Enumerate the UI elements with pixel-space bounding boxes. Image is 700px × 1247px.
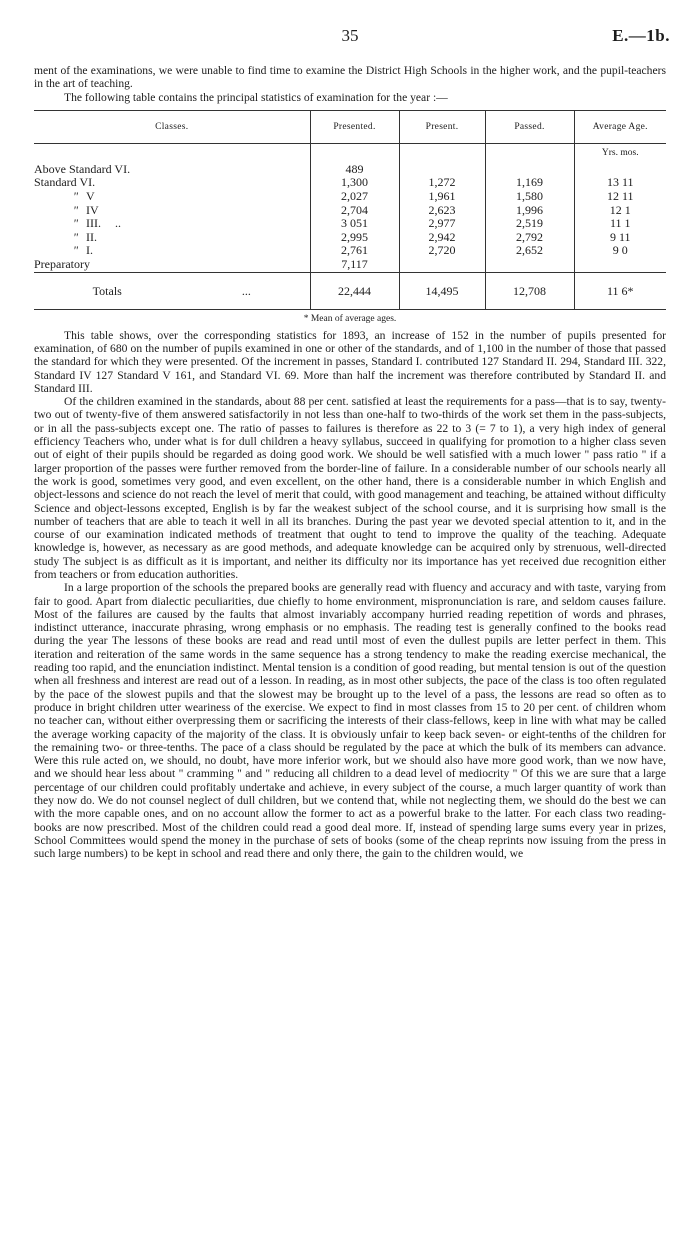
- table-row: [34, 190, 666, 204]
- passed-cell: 1,580: [485, 190, 574, 204]
- presented-cell: 1,300: [310, 176, 399, 190]
- table-row: [34, 204, 666, 218]
- column-header-presented: Presented.: [310, 110, 399, 143]
- class-label: " I.: [72, 243, 93, 258]
- class-label: Preparatory: [34, 257, 90, 272]
- class-label: " II.: [72, 229, 97, 244]
- page-number: 35: [341, 26, 359, 45]
- present-cell: 2,977: [399, 217, 485, 231]
- age-cell: 12 1: [574, 204, 666, 218]
- total-presented: 22,444: [310, 272, 399, 309]
- age-cell: 9 11: [574, 231, 666, 245]
- present-cell: 1,961: [399, 190, 485, 204]
- age-cell: 11 1: [574, 217, 666, 231]
- present-cell: 1,272: [399, 176, 485, 190]
- age-cell: [574, 163, 666, 177]
- table-row: [34, 163, 666, 177]
- statistics-table: [34, 110, 666, 310]
- presented-cell: 2,761: [310, 244, 399, 258]
- passed-cell: 1,996: [485, 204, 574, 218]
- table-header-row: [34, 110, 666, 143]
- class-label: " III. ..: [72, 216, 121, 231]
- passed-cell: [485, 258, 574, 272]
- passed-cell: 1,169: [485, 176, 574, 190]
- presented-cell: 2,027: [310, 190, 399, 204]
- table-row: [34, 258, 666, 272]
- total-passed: 12,708: [485, 272, 574, 309]
- passed-cell: 2,792: [485, 231, 574, 245]
- age-unit: Yrs. mos.: [574, 143, 666, 163]
- column-header-average-age: Average Age.: [574, 110, 666, 143]
- paragraph: Of the children examined in the standards, about 88 per cent. satisfied at least the requirements for a pass—that is to say, twenty-two out of twenty-five of them answered satisfactorily in not less than one-half to two-thirds of the work set them in the pass-subjects, or in all the pass-subjects except one. The ratio of passes to failures is therefore as 22 to 3 (= 7 to 1), a very high index of general efficiency Teachers who, under what is for dull children a heavy syllabus, succeed in qualifying for promotion to a higher class seven out of eight of their pupils should be regarded as doing good work. We should be well satisfied with a much lower " pass ratio " if a larger proportion of the passes were further removed from the border-line of failure. In a considerable number of our schools nearly all the work is good, sometimes very good, and even excellent, on the other hand, there is a considerable number in which English and object-lessons and science do not reach the level of merit that could, with good management and teaching, be attained without difficulty Science and object-lessons excepted, English is by far the weakest subject of the school course, and it is surprising how small is the number of teachers that are able to teach it well in all its branches. During the past year we devoted special attention to it, and in the course of our examination indicated methods of treatment that ought to tend to improve the quality of the teaching. Adequate knowledge is, however, as necessary as are good methods, and adequate knowledge can be acquired only by strenuous, well-directed study The subject is as difficult as it is important, and neither its difficulty nor its importance has yet received due recognition either from teachers or from education authorities.: [34, 395, 666, 581]
- column-header-present: Present.: [399, 110, 485, 143]
- table-intro: The following table contains the principal statistics of examination for the year :—: [64, 90, 448, 104]
- present-cell: 2,623: [399, 204, 485, 218]
- column-header-passed: Passed.: [485, 110, 574, 143]
- class-label: " V: [72, 189, 95, 204]
- table-row: [34, 217, 666, 231]
- table-row: [34, 231, 666, 245]
- present-cell: 2,720: [399, 244, 485, 258]
- age-cell: 9 0: [574, 244, 666, 258]
- presented-cell: 3 051: [310, 217, 399, 231]
- paragraph: This table shows, over the corresponding statistics for 1893, an increase of 152 in the number of pupils presented for examination, of 680 on the number of pupils examined in one or other of the standards, and of 1,100 in the number of those that passed the standard for which they were presented. Of the increment in passes, Standard I. contributed 127 Standard II. 294, Standard III. 322, Standard IV 127 Standard V 161, and Standard VI. 69. More than half the increment was therefore contributed by Standard II. and Standard III.: [34, 328, 666, 395]
- table-row: [34, 244, 666, 258]
- column-header-classes: Classes.: [34, 110, 310, 143]
- class-label: Above Standard VI.: [34, 161, 131, 176]
- passed-cell: 2,519: [485, 217, 574, 231]
- document-page: [34, 26, 670, 861]
- present-cell: [399, 258, 485, 272]
- unit-row: [34, 143, 666, 163]
- totals-row: [34, 272, 666, 309]
- page-header: [34, 26, 670, 50]
- class-label: Standard VI.: [34, 175, 96, 190]
- presented-cell: 2,704: [310, 204, 399, 218]
- present-cell: 2,942: [399, 231, 485, 245]
- age-cell: 13 11: [574, 176, 666, 190]
- presented-cell: 2,995: [310, 231, 399, 245]
- class-label: " IV: [72, 202, 99, 217]
- total-present: 14,495: [399, 272, 485, 309]
- presented-cell: 7,117: [310, 258, 399, 272]
- document-code: E.—1b.: [612, 26, 670, 45]
- presented-cell: 489: [310, 163, 399, 177]
- age-cell: [574, 258, 666, 272]
- passed-cell: [485, 163, 574, 177]
- age-cell: 12 11: [574, 190, 666, 204]
- passed-cell: 2,652: [485, 244, 574, 258]
- present-cell: [399, 163, 485, 177]
- intro-paragraph: ment of the examinations, we were unable to find time to examine the District High Schools in the higher work, and the pupil-teachers in the art of teaching.: [34, 64, 666, 91]
- total-average-age: 11 6*: [574, 272, 666, 309]
- table-footnote: * Mean of average ages.: [303, 313, 397, 324]
- paragraph: In a large proportion of the schools the prepared books are generally read with fluency and accuracy and with taste, varying from fair to good. Apart from dialectic peculiarities, due chiefly to home environment, mispronunciation is rare, and seldom causes failure. Most of the failures are caused by the faults that almost invariably accompany hurried reading repetition of words and phrases, indistinct utterance, inaccurate phrasing, wrong emphasis or no emphasis. The reading test is generally confined to the books read during the year The lessons of these books are read and read until most of even the dullest pupils are letter perfect in them. This iteration and reiteration of the same words in the same sequence has a strong tendency to make the reading exercise mechanical, the reading too rapid, and the enunciation indistinct. Mental tension is a condition of good reading, but mental tension is out of the question when all freshness and interest are read out of a lesson. In reading, as in most other subjects, the pace of the class is too often regulated by the pace of the slowest pupils and that the slowest may be brought up to the level of a pass, the lessons are read so often as to produce in bright children utter weariness of the exercise. We expect to find in most classes from 15 to 20 per cent. of children whom no teacher can, without either overpressing them or sacrificing the interests of their class-fellows, keep in line with what may be called the average working capacity of the majority of the class. It is obviously unfair to keep back seven- or eight-tenths of the children for the remaining two- or three-tenths. The pace of a class should be regulated by the pace at which the bulk of its members can advance. Were this rule acted on, we should, no doubt, have more inferior work, but we should also have more good work, than we now have, and we should hear less about " cramming " and " reducing all children to a dead level of mediocrity " Of this we are sure that a large percentage of our children could profitably undertake and achieve, in every subject of the course, a much larger quantity of work than they now do. We do not counsel neglect of dull children, but we contend that, while not neglecting them, we should do the best we can with the more capable ones, and on no account allow the former to act as a powerful brake to the latter. For each class two reading-books are now prescribed. Most of the children could read a good deal more. If, instead of spending large sums every year in prizes, School Committees would spend the money in the purchase of sets of books (some of the cheap reprints now issuing from the press in such large numbers) to be kept in school and read there and only there, the gain to the children would, we: [34, 581, 666, 861]
- totals-label: Totals ...: [34, 272, 310, 309]
- table-row: [34, 176, 666, 190]
